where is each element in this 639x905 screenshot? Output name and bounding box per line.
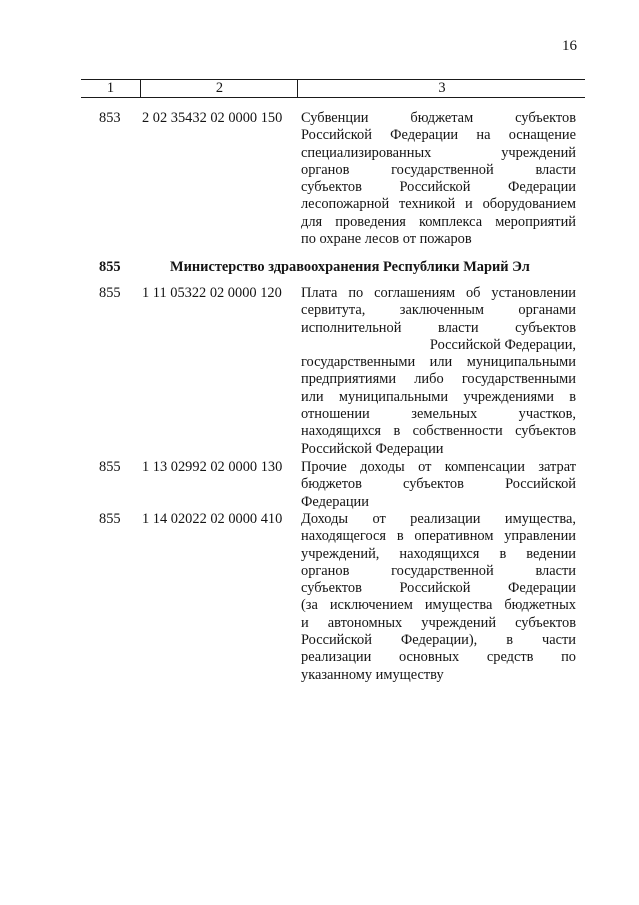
description-line: Российской Федерации на оснащение: [301, 127, 576, 144]
admin-code: 855: [99, 511, 121, 527]
description-line: Российской Федерации: [301, 440, 444, 457]
ministry-name: Министерство здравоохранения Республики Марий Эл: [170, 259, 530, 275]
description-line: реализации основных средств по: [301, 649, 576, 666]
description: [301, 110, 576, 248]
description-line: по охране лесов от пожаров: [301, 231, 472, 248]
description-line: субъектов Российской Федерации: [301, 580, 576, 597]
description-line: органов государственной власти: [301, 161, 576, 178]
budget-code: 2 02 35432 02 0000 150: [142, 110, 283, 126]
header-col-2: 2: [140, 80, 298, 97]
description-line: или муниципальными учреждениями в: [301, 388, 576, 405]
description-line: лесопожарной техникой и оборудованием: [301, 196, 576, 213]
budget-code: 1 13 02992 02 0000 130: [142, 459, 283, 475]
admin-code: 853: [99, 110, 121, 126]
description-line: для проведения комплекса мероприятий: [301, 213, 576, 230]
description-line: предприятиями либо государственными: [301, 371, 576, 388]
admin-code: 855: [99, 285, 121, 301]
description: [301, 459, 576, 511]
description-line: Федерации: [301, 493, 369, 510]
ministry-code: 855: [99, 259, 121, 275]
description-line: указанному имуществу: [301, 666, 444, 683]
description-line: Российской Федерации,: [429, 336, 576, 353]
description-line: органов государственной власти: [301, 562, 576, 579]
description-line: учреждений, находящихся в ведении: [301, 545, 576, 562]
description-line: Доходы от реализации имущества,: [301, 511, 576, 527]
description-line: и автономных учреждений субъектов: [301, 614, 576, 631]
description-line: Российской Федерации), в части: [301, 632, 576, 649]
description-line: находящегося в оперативном управлении: [301, 528, 576, 545]
description-line: государственными или муниципальными: [301, 354, 576, 371]
page-number: 16: [562, 38, 577, 54]
description-line: Прочие доходы от компенсации затрат: [301, 459, 576, 475]
budget-code: 1 11 05322 02 0000 120: [142, 285, 282, 301]
description-line: субъектов Российской Федерации: [301, 179, 576, 196]
description: [301, 285, 576, 458]
description-line: находящихся в собственности субъектов: [301, 423, 576, 440]
description-line: исполнительной власти субъектов: [301, 319, 576, 336]
description-line: бюджетов субъектов Российской: [301, 476, 576, 493]
description-line: Субвенции бюджетам субъектов: [301, 110, 576, 126]
description-line: (за исключением имущества бюджетных: [301, 597, 576, 614]
description-line: отношении земельных участков,: [301, 406, 576, 423]
header-col-1: 1: [106, 80, 115, 96]
header-col-3: 3: [297, 80, 586, 97]
table-header: [81, 79, 585, 98]
description-line: сервитута, заключенным органами: [301, 302, 576, 319]
description-line: специализированных учреждений: [301, 144, 576, 161]
description: [301, 511, 576, 684]
admin-code: 855: [99, 459, 121, 475]
description-line: Плата по соглашениям об установлении: [301, 285, 576, 301]
budget-code: 1 14 02022 02 0000 410: [142, 511, 283, 527]
